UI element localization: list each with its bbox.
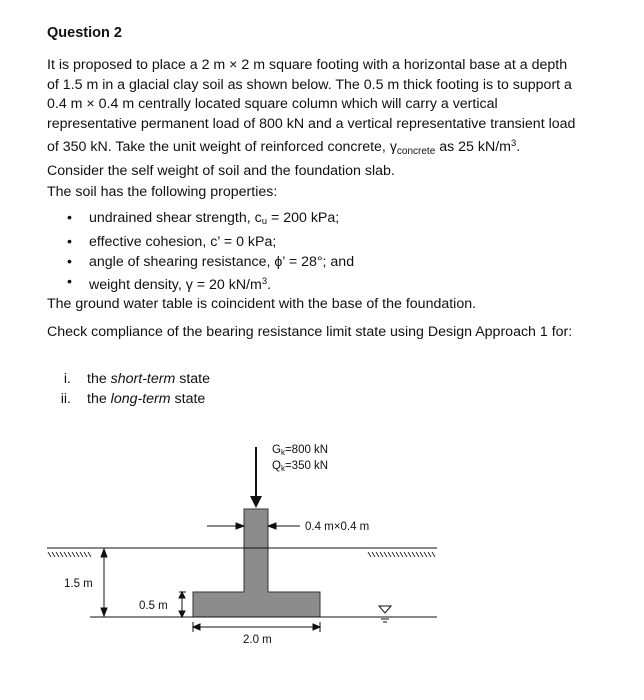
intro-text-c: . Consider the self weight of soil and the foundation slab.: [47, 139, 521, 179]
ground-hatching-left: [48, 552, 91, 557]
property-item: • undrained shear strength, $c_u = 200$ kPa;: [67, 208, 354, 232]
gamma-symbol: γ: [389, 139, 397, 156]
width-dimension: [193, 622, 320, 632]
depth-dimension: [101, 549, 107, 616]
depth-label: 1.5 m: [64, 578, 93, 590]
property-item: • effective cohesion, c’ = 0 kPa;: [67, 232, 354, 252]
footing-concrete: [193, 509, 320, 617]
gamma-subscript: concrete: [396, 146, 436, 158]
soil-heading: The soil has the following properties:: [47, 184, 278, 200]
ground-hatching-right: [368, 552, 435, 557]
load-arrow: [250, 447, 262, 508]
intro-text-a: It is proposed to place a 2 m × 2 m square footing with a horizontal base at a depth of 1.5 m in a glacial clay soil as shown below. The 0.5 m thick footing is to support a 0.4 m × 0.4 m centrally located square column which will carry a vertical representative permanent load of 800 kN and a vertical representative transient load of 350 kN. Take the unit weight of reinforced concrete,: [47, 57, 576, 156]
thickness-label: 0.5 m: [139, 600, 168, 612]
water-table-note: The ground water table is coincident with the base of the foundation.: [47, 296, 477, 312]
qk-label: Qk=350 kN: [272, 460, 329, 473]
water-table-symbol: [379, 606, 391, 622]
gk-label: Gk=800 kN: [272, 444, 329, 457]
intro-text-b: as 25 kN/m: [435, 139, 511, 156]
property-item: • weight density, γ = 20 $kN/m^3$.: [67, 272, 354, 295]
state-item: ii. the long-term state: [60, 391, 206, 407]
property-item: • angle of shearing resistance, ϕ’ = 28°; and: [67, 252, 354, 272]
thickness-dimension: [179, 592, 186, 617]
intro-superscript: 3: [510, 138, 517, 150]
question-title: Question 2: [47, 25, 122, 41]
state-item: i. the short-term state: [63, 371, 211, 387]
check-instruction: Check compliance of the bearing resistance limit state using Design Approach 1 for:: [47, 324, 573, 340]
column-size-label: 0.4 m×0.4 m: [305, 521, 370, 533]
width-label: 2.0 m: [243, 634, 272, 646]
